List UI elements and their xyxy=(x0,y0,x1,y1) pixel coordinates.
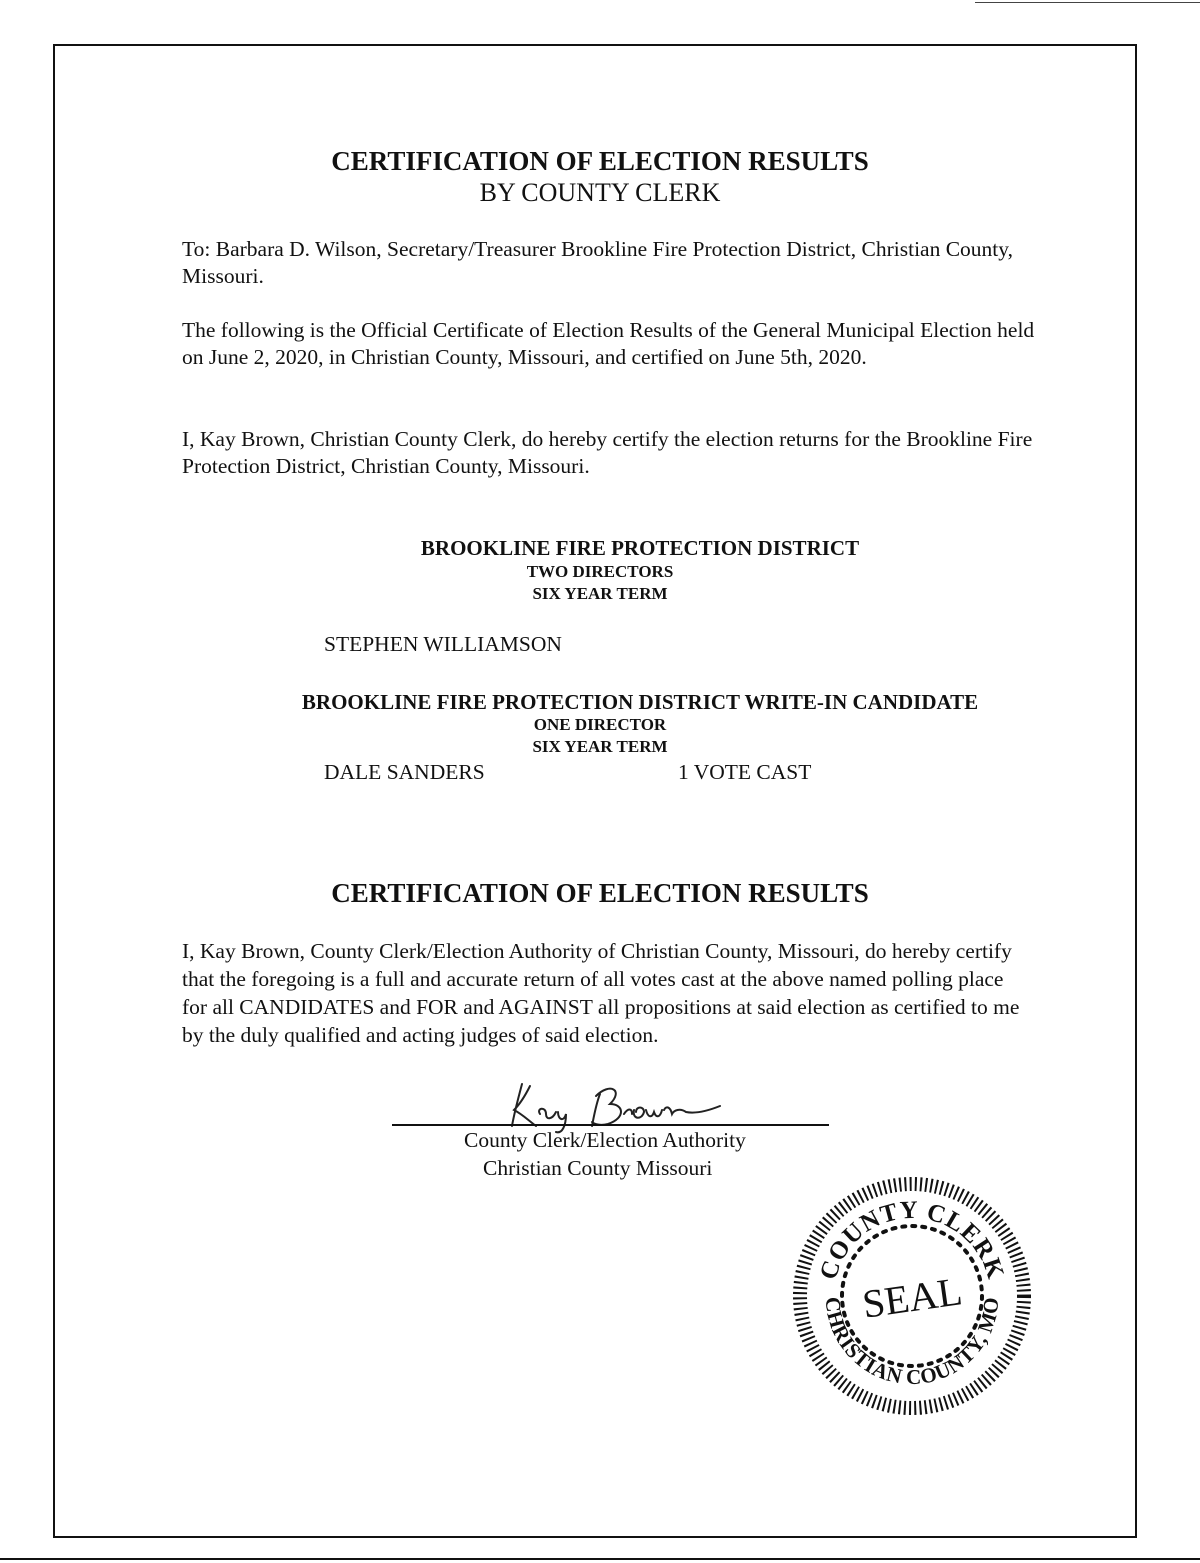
seal-center-text: SEAL xyxy=(859,1268,965,1327)
certify-paragraph: I, Kay Brown, Christian County Clerk, do hereby certify the election returns for the Brookline Fire Protection District, Christian County, Missouri. xyxy=(182,427,1033,478)
race-2-candidate-name: DALE SANDERS xyxy=(324,760,485,784)
race-2-candidate-votes: 1 VOTE CAST xyxy=(678,760,812,784)
race-1-heading: BROOKLINE FIRE PROTECTION DISTRICT xyxy=(420,536,860,560)
signer-title-line-1: County Clerk/Election Authority xyxy=(464,1128,746,1152)
race-1-candidate-name: STEPHEN WILLIAMSON xyxy=(324,632,562,656)
scan-artifact-line xyxy=(975,2,1200,3)
intro-paragraph: The following is the Official Certificate of Election Results of the General Municipal Election held on June 2, 2020, in Christian County, Missouri, and certified on June 5th, 2020. xyxy=(182,318,1035,369)
seal-top-text: COUNTY CLERK xyxy=(814,1196,1010,1283)
document-subtitle: BY COUNTY CLERK xyxy=(479,178,721,207)
signature-line xyxy=(392,1124,829,1126)
to-paragraph: To: Barbara D. Wilson, Secretary/Treasurer Brookline Fire Protection District, Christian County, Missouri. xyxy=(182,237,1014,288)
document-title: CERTIFICATION OF ELECTION RESULTS xyxy=(331,146,869,176)
certification-heading: CERTIFICATION OF ELECTION RESULTS xyxy=(331,878,869,908)
signer-title-line-2: Christian County Missouri xyxy=(483,1156,713,1180)
county-clerk-seal xyxy=(792,1176,1032,1416)
race-2-term: SIX YEAR TERM xyxy=(532,737,668,756)
race-1-seats: TWO DIRECTORS xyxy=(526,562,674,581)
scan-artifact-bottom-line xyxy=(0,1558,1200,1560)
race-2-seats: ONE DIRECTOR xyxy=(533,715,667,734)
race-2-heading: BROOKLINE FIRE PROTECTION DISTRICT WRITE-IN CANDIDATE xyxy=(301,690,979,714)
seal-bottom-text: CHRISTIAN COUNTY, MO xyxy=(820,1295,1004,1390)
race-1-term: SIX YEAR TERM xyxy=(532,584,668,603)
certification-paragraph: I, Kay Brown, County Clerk/Election Authority of Christian County, Missouri, do hereby certify that the foregoing is a full and accurate return of all votes cast at the above named polling place for all CANDIDATES and FOR and AGAINST all propositions at said election as certified to me by the duly qualified and acting judges of said election. xyxy=(182,939,1020,1047)
